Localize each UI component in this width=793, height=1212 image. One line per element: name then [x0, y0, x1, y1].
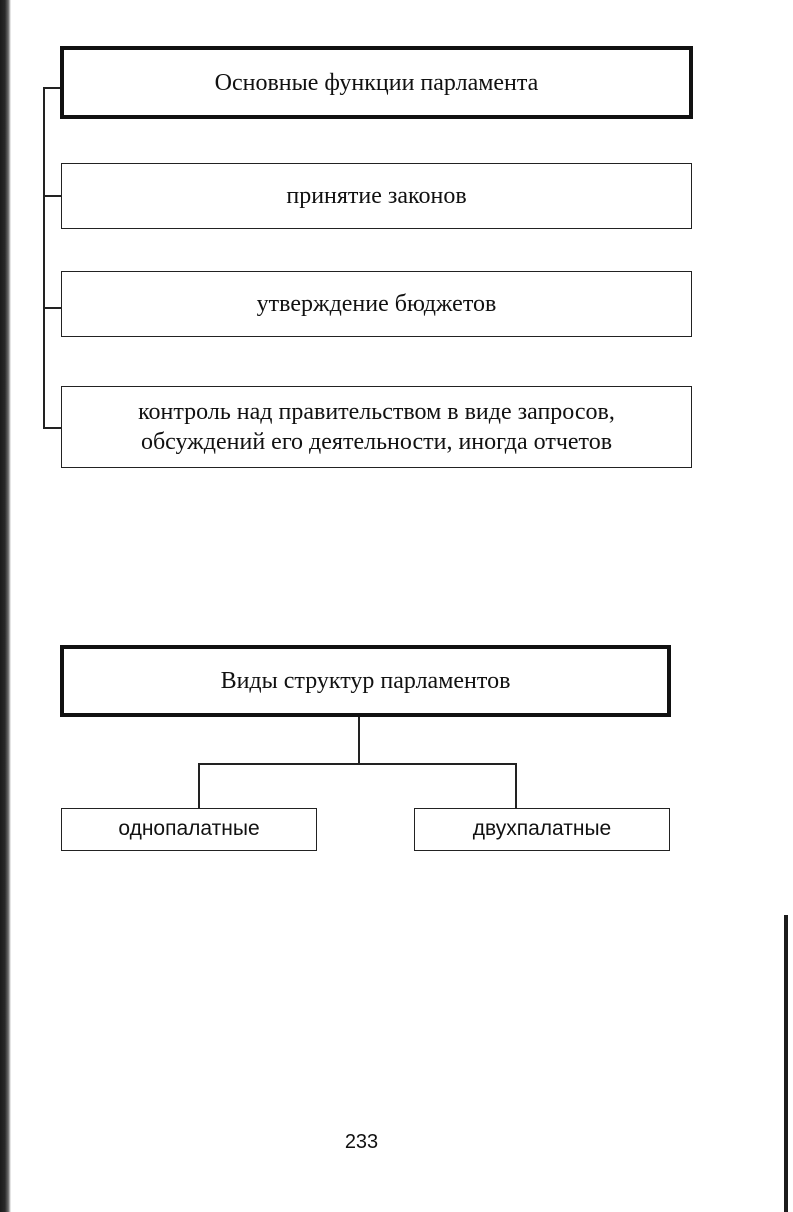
function-box-budget: [61, 271, 692, 337]
function-box-control: [61, 386, 692, 468]
structures-title: Виды структур парламентов: [220, 668, 511, 694]
function-label-control: контроль над правительством в виде запросов, обсуждений его деятельности, иногда отчетов: [138, 399, 615, 455]
bracket-tick-item-3: [43, 427, 62, 429]
functions-title: Основные функции парламента: [214, 69, 539, 96]
connector-stem: [358, 717, 360, 764]
function-label-budget: утверждение бюджетов: [256, 291, 497, 317]
connector-left-drop: [198, 763, 200, 809]
functions-title-box: [60, 46, 693, 119]
function-box-laws: [61, 163, 692, 229]
bicameral-box: [414, 808, 670, 851]
unicameral-label: однопалатные: [118, 817, 260, 841]
structures-title-box: [60, 645, 671, 717]
function-label-laws: принятие законов: [286, 183, 467, 209]
page-edge-right: [784, 915, 788, 1212]
connector-right-drop: [515, 763, 517, 809]
connector-horizontal: [198, 763, 516, 765]
page-number: 233: [344, 1131, 379, 1153]
bracket-tick-item-1: [43, 195, 62, 197]
bicameral-label: двухпалатные: [472, 817, 612, 841]
unicameral-box: [61, 808, 317, 851]
page-edge-left: [0, 0, 11, 1212]
bracket-vertical: [43, 87, 45, 428]
bracket-tick-item-2: [43, 307, 62, 309]
